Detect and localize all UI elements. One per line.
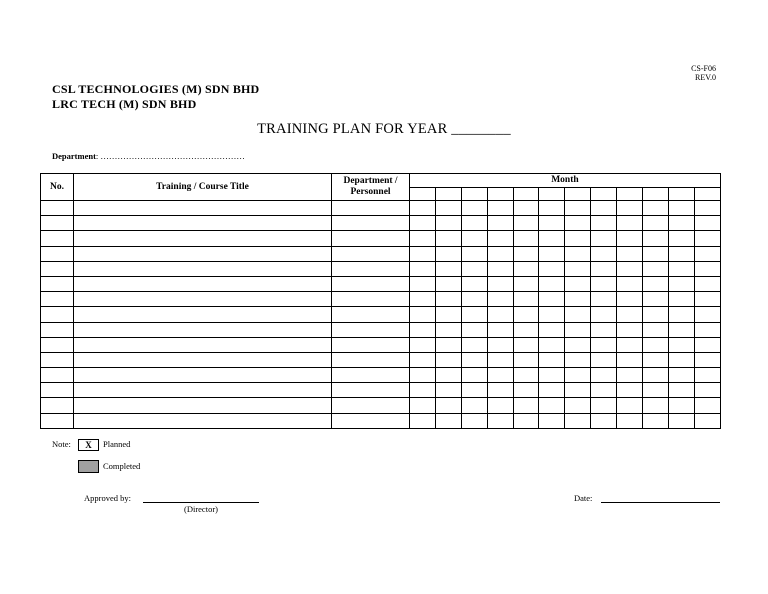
header-department-personnel	[332, 174, 410, 201]
cell-month[interactable]	[565, 413, 591, 428]
cell-month[interactable]	[617, 276, 643, 291]
month-column-header	[539, 188, 565, 201]
cell-month[interactable]	[694, 231, 720, 246]
cell-month[interactable]	[435, 383, 461, 398]
month-column-header	[461, 188, 487, 201]
cell-month[interactable]	[565, 383, 591, 398]
cell-month[interactable]	[435, 307, 461, 322]
cell-department-personnel[interactable]	[332, 231, 410, 246]
cell-course-title[interactable]	[74, 292, 332, 307]
cell-month[interactable]	[617, 292, 643, 307]
month-column-header	[513, 188, 539, 201]
cell-no[interactable]	[41, 216, 74, 231]
cell-month[interactable]	[410, 231, 436, 246]
cell-department-personnel[interactable]	[332, 398, 410, 413]
cell-month[interactable]	[668, 276, 694, 291]
table-row	[41, 368, 721, 383]
cell-month[interactable]	[565, 201, 591, 216]
cell-month[interactable]	[513, 368, 539, 383]
cell-month[interactable]	[487, 201, 513, 216]
cell-month[interactable]	[565, 292, 591, 307]
cell-month[interactable]	[668, 246, 694, 261]
cell-month[interactable]	[487, 383, 513, 398]
cell-course-title[interactable]	[74, 201, 332, 216]
table-row	[41, 398, 721, 413]
cell-month[interactable]	[643, 352, 669, 367]
cell-month[interactable]	[487, 216, 513, 231]
cell-month[interactable]	[539, 398, 565, 413]
cell-month[interactable]	[410, 322, 436, 337]
cell-month[interactable]	[410, 292, 436, 307]
cell-month[interactable]	[513, 231, 539, 246]
cell-month[interactable]	[591, 398, 617, 413]
cell-no[interactable]	[41, 322, 74, 337]
approved-by-signature-line[interactable]	[143, 502, 259, 503]
cell-month[interactable]	[617, 337, 643, 352]
department-label: Department	[52, 151, 96, 161]
cell-no[interactable]	[41, 261, 74, 276]
cell-month[interactable]	[461, 307, 487, 322]
cell-month[interactable]	[668, 337, 694, 352]
cell-month[interactable]	[668, 216, 694, 231]
cell-month[interactable]	[435, 216, 461, 231]
cell-course-title[interactable]	[74, 276, 332, 291]
month-column-header	[694, 188, 720, 201]
cell-month[interactable]	[617, 261, 643, 276]
cell-month[interactable]	[617, 216, 643, 231]
cell-month[interactable]	[617, 201, 643, 216]
cell-month[interactable]	[565, 322, 591, 337]
month-column-header	[565, 188, 591, 201]
cell-course-title[interactable]	[74, 231, 332, 246]
cell-month[interactable]	[513, 307, 539, 322]
cell-month[interactable]	[668, 292, 694, 307]
cell-month[interactable]	[668, 307, 694, 322]
cell-month[interactable]	[435, 337, 461, 352]
cell-course-title[interactable]	[74, 216, 332, 231]
cell-month[interactable]	[539, 292, 565, 307]
cell-month[interactable]	[539, 201, 565, 216]
cell-no[interactable]	[41, 398, 74, 413]
planned-label: Planned	[103, 439, 131, 449]
cell-month[interactable]	[643, 201, 669, 216]
planned-legend-box: X	[78, 439, 99, 451]
cell-department-personnel[interactable]	[332, 383, 410, 398]
cell-month[interactable]	[410, 201, 436, 216]
cell-month[interactable]	[591, 216, 617, 231]
cell-month[interactable]	[435, 352, 461, 367]
cell-month[interactable]	[410, 307, 436, 322]
cell-department-personnel[interactable]	[332, 201, 410, 216]
cell-month[interactable]	[643, 368, 669, 383]
cell-month[interactable]	[643, 413, 669, 428]
completed-label: Completed	[103, 461, 141, 471]
header-department: Department /	[343, 176, 398, 186]
cell-month[interactable]	[591, 246, 617, 261]
cell-no[interactable]	[41, 292, 74, 307]
cell-month[interactable]	[643, 261, 669, 276]
cell-month[interactable]	[694, 398, 720, 413]
approver-role: (Director)	[184, 504, 218, 514]
cell-month[interactable]	[643, 337, 669, 352]
cell-month[interactable]	[539, 231, 565, 246]
cell-month[interactable]	[539, 261, 565, 276]
cell-no[interactable]	[41, 246, 74, 261]
month-column-header	[617, 188, 643, 201]
month-column-header	[668, 188, 694, 201]
cell-month[interactable]	[643, 383, 669, 398]
cell-month[interactable]	[617, 322, 643, 337]
cell-month[interactable]	[461, 201, 487, 216]
cell-course-title[interactable]	[74, 307, 332, 322]
cell-month[interactable]	[539, 276, 565, 291]
cell-month[interactable]	[461, 337, 487, 352]
cell-month[interactable]	[668, 322, 694, 337]
cell-month[interactable]	[435, 276, 461, 291]
cell-month[interactable]	[513, 398, 539, 413]
cell-month[interactable]	[410, 368, 436, 383]
cell-department-personnel[interactable]	[332, 352, 410, 367]
cell-month[interactable]	[487, 246, 513, 261]
table-row	[41, 307, 721, 322]
cell-course-title[interactable]	[74, 368, 332, 383]
table-row	[41, 352, 721, 367]
cell-month[interactable]	[487, 307, 513, 322]
cell-month[interactable]	[694, 383, 720, 398]
cell-month[interactable]	[617, 368, 643, 383]
cell-department-personnel[interactable]	[332, 322, 410, 337]
cell-month[interactable]	[643, 231, 669, 246]
cell-department-personnel[interactable]	[332, 368, 410, 383]
cell-month[interactable]	[410, 398, 436, 413]
cell-course-title[interactable]	[74, 246, 332, 261]
cell-month[interactable]	[461, 231, 487, 246]
cell-month[interactable]	[643, 322, 669, 337]
table-row	[41, 292, 721, 307]
cell-month[interactable]	[668, 261, 694, 276]
table-row	[41, 231, 721, 246]
cell-department-personnel[interactable]	[332, 261, 410, 276]
cell-month[interactable]	[643, 276, 669, 291]
cell-no[interactable]	[41, 201, 74, 216]
cell-month[interactable]	[591, 201, 617, 216]
cell-department-personnel[interactable]	[332, 276, 410, 291]
cell-month[interactable]	[461, 413, 487, 428]
table-row	[41, 337, 721, 352]
cell-month[interactable]	[461, 398, 487, 413]
cell-month[interactable]	[668, 383, 694, 398]
cell-no[interactable]	[41, 413, 74, 428]
cell-month[interactable]	[591, 261, 617, 276]
month-column-header	[435, 188, 461, 201]
form-code: CS-F06	[691, 64, 716, 73]
cell-month[interactable]	[668, 201, 694, 216]
cell-no[interactable]	[41, 383, 74, 398]
cell-month[interactable]	[668, 398, 694, 413]
cell-department-personnel[interactable]	[332, 292, 410, 307]
cell-month[interactable]	[668, 231, 694, 246]
cell-month[interactable]	[643, 216, 669, 231]
cell-month[interactable]	[565, 261, 591, 276]
cell-month[interactable]	[435, 368, 461, 383]
cell-month[interactable]	[513, 413, 539, 428]
cell-month[interactable]	[435, 231, 461, 246]
cell-month[interactable]	[643, 398, 669, 413]
cell-month[interactable]	[435, 292, 461, 307]
cell-month[interactable]	[410, 276, 436, 291]
cell-month[interactable]	[487, 322, 513, 337]
cell-month[interactable]	[461, 261, 487, 276]
cell-month[interactable]	[461, 246, 487, 261]
form-revision: REV.0	[695, 73, 716, 82]
training-plan-table	[40, 173, 721, 429]
cell-month[interactable]	[617, 398, 643, 413]
cell-month[interactable]	[513, 261, 539, 276]
cell-month[interactable]	[487, 368, 513, 383]
cell-department-personnel[interactable]	[332, 337, 410, 352]
cell-month[interactable]	[591, 276, 617, 291]
cell-month[interactable]	[410, 352, 436, 367]
cell-month[interactable]	[694, 246, 720, 261]
month-column-header	[591, 188, 617, 201]
cell-month[interactable]	[410, 246, 436, 261]
document-code	[691, 64, 716, 82]
header-no: No.	[41, 174, 74, 201]
cell-department-personnel[interactable]	[332, 307, 410, 322]
table-row	[41, 413, 721, 428]
cell-month[interactable]	[513, 352, 539, 367]
cell-course-title[interactable]	[74, 383, 332, 398]
cell-month[interactable]	[435, 322, 461, 337]
cell-month[interactable]	[643, 246, 669, 261]
cell-month[interactable]	[694, 352, 720, 367]
cell-month[interactable]	[694, 307, 720, 322]
cell-month[interactable]	[694, 337, 720, 352]
cell-month[interactable]	[435, 261, 461, 276]
cell-month[interactable]	[565, 231, 591, 246]
cell-no[interactable]	[41, 276, 74, 291]
page-title: TRAINING PLAN FOR YEAR ________	[257, 121, 511, 137]
cell-month[interactable]	[591, 307, 617, 322]
cell-course-title[interactable]	[74, 337, 332, 352]
table-body	[41, 201, 721, 429]
cell-month[interactable]	[410, 261, 436, 276]
cell-month[interactable]	[539, 368, 565, 383]
cell-month[interactable]	[513, 216, 539, 231]
cell-month[interactable]	[565, 246, 591, 261]
cell-month[interactable]	[617, 352, 643, 367]
cell-month[interactable]	[410, 337, 436, 352]
cell-month[interactable]	[694, 216, 720, 231]
cell-month[interactable]	[487, 352, 513, 367]
department-line	[52, 151, 245, 161]
cell-month[interactable]	[487, 398, 513, 413]
company-names	[52, 82, 259, 112]
cell-month[interactable]	[539, 322, 565, 337]
month-column-header	[487, 188, 513, 201]
cell-month[interactable]	[565, 337, 591, 352]
cell-month[interactable]	[668, 368, 694, 383]
cell-month[interactable]	[591, 368, 617, 383]
cell-month[interactable]	[487, 231, 513, 246]
cell-month[interactable]	[513, 201, 539, 216]
month-column-header	[410, 188, 436, 201]
table-row	[41, 322, 721, 337]
table-row	[41, 246, 721, 261]
cell-course-title[interactable]	[74, 352, 332, 367]
cell-month[interactable]	[461, 368, 487, 383]
cell-month[interactable]	[513, 337, 539, 352]
cell-month[interactable]	[591, 292, 617, 307]
cell-month[interactable]	[694, 201, 720, 216]
cell-month[interactable]	[539, 307, 565, 322]
cell-month[interactable]	[513, 292, 539, 307]
cell-month[interactable]	[410, 216, 436, 231]
cell-month[interactable]	[617, 307, 643, 322]
cell-month[interactable]	[565, 398, 591, 413]
cell-month[interactable]	[435, 201, 461, 216]
cell-month[interactable]	[643, 292, 669, 307]
cell-month[interactable]	[694, 413, 720, 428]
cell-month[interactable]	[461, 276, 487, 291]
month-column-header	[643, 188, 669, 201]
cell-month[interactable]	[539, 352, 565, 367]
table-row	[41, 261, 721, 276]
table-row	[41, 201, 721, 216]
table-row	[41, 276, 721, 291]
note-label: Note:	[52, 439, 71, 449]
cell-course-title[interactable]	[74, 322, 332, 337]
cell-month[interactable]	[410, 383, 436, 398]
date-label: Date:	[574, 493, 593, 503]
cell-month[interactable]	[513, 246, 539, 261]
cell-month[interactable]	[565, 276, 591, 291]
cell-month[interactable]	[565, 216, 591, 231]
department-field[interactable]: : ……………………………………………	[95, 151, 245, 161]
cell-month[interactable]	[591, 337, 617, 352]
header-course-title: Training / Course Title	[74, 174, 332, 201]
header-month: Month	[410, 174, 721, 188]
cell-department-personnel[interactable]	[332, 216, 410, 231]
cell-no[interactable]	[41, 337, 74, 352]
cell-month[interactable]	[694, 276, 720, 291]
company-name-2: LRC TECH (M) SDN BHD	[52, 97, 197, 111]
cell-course-title[interactable]	[74, 413, 332, 428]
cell-month[interactable]	[435, 413, 461, 428]
cell-month[interactable]	[565, 368, 591, 383]
cell-month[interactable]	[617, 246, 643, 261]
cell-department-personnel[interactable]	[332, 246, 410, 261]
cell-month[interactable]	[591, 413, 617, 428]
cell-month[interactable]	[565, 307, 591, 322]
completed-legend-box	[78, 460, 99, 473]
header-personnel: Personnel	[350, 187, 391, 197]
cell-no[interactable]	[41, 307, 74, 322]
cell-month[interactable]	[617, 413, 643, 428]
cell-month[interactable]	[487, 292, 513, 307]
cell-month[interactable]	[513, 383, 539, 398]
cell-month[interactable]	[539, 216, 565, 231]
date-field-line[interactable]	[601, 502, 720, 503]
cell-month[interactable]	[565, 352, 591, 367]
cell-month[interactable]	[591, 322, 617, 337]
company-name-1: CSL TECHNOLOGIES (M) SDN BHD	[52, 82, 260, 96]
cell-month[interactable]	[668, 352, 694, 367]
cell-no[interactable]	[41, 368, 74, 383]
cell-month[interactable]	[461, 216, 487, 231]
cell-month[interactable]	[591, 352, 617, 367]
cell-month[interactable]	[487, 337, 513, 352]
cell-month[interactable]	[539, 383, 565, 398]
cell-month[interactable]	[694, 368, 720, 383]
cell-month[interactable]	[617, 231, 643, 246]
cell-month[interactable]	[410, 413, 436, 428]
cell-month[interactable]	[487, 413, 513, 428]
cell-month[interactable]	[461, 352, 487, 367]
cell-no[interactable]	[41, 231, 74, 246]
cell-month[interactable]	[694, 261, 720, 276]
cell-no[interactable]	[41, 352, 74, 367]
cell-department-personnel[interactable]	[332, 413, 410, 428]
cell-month[interactable]	[617, 383, 643, 398]
cell-month[interactable]	[461, 383, 487, 398]
cell-month[interactable]	[539, 413, 565, 428]
cell-month[interactable]	[591, 231, 617, 246]
cell-month[interactable]	[539, 246, 565, 261]
cell-month[interactable]	[539, 337, 565, 352]
cell-month[interactable]	[461, 322, 487, 337]
cell-course-title[interactable]	[74, 398, 332, 413]
cell-month[interactable]	[591, 383, 617, 398]
cell-month[interactable]	[694, 292, 720, 307]
approved-by-label: Approved by:	[84, 493, 131, 503]
cell-month[interactable]	[694, 322, 720, 337]
cell-month[interactable]	[513, 322, 539, 337]
cell-month[interactable]	[435, 398, 461, 413]
table-row	[41, 383, 721, 398]
table-row	[41, 216, 721, 231]
cell-month[interactable]	[461, 292, 487, 307]
cell-course-title[interactable]	[74, 261, 332, 276]
cell-month[interactable]	[487, 261, 513, 276]
cell-month[interactable]	[643, 307, 669, 322]
cell-month[interactable]	[487, 276, 513, 291]
cell-month[interactable]	[513, 276, 539, 291]
cell-month[interactable]	[435, 246, 461, 261]
cell-month[interactable]	[668, 413, 694, 428]
